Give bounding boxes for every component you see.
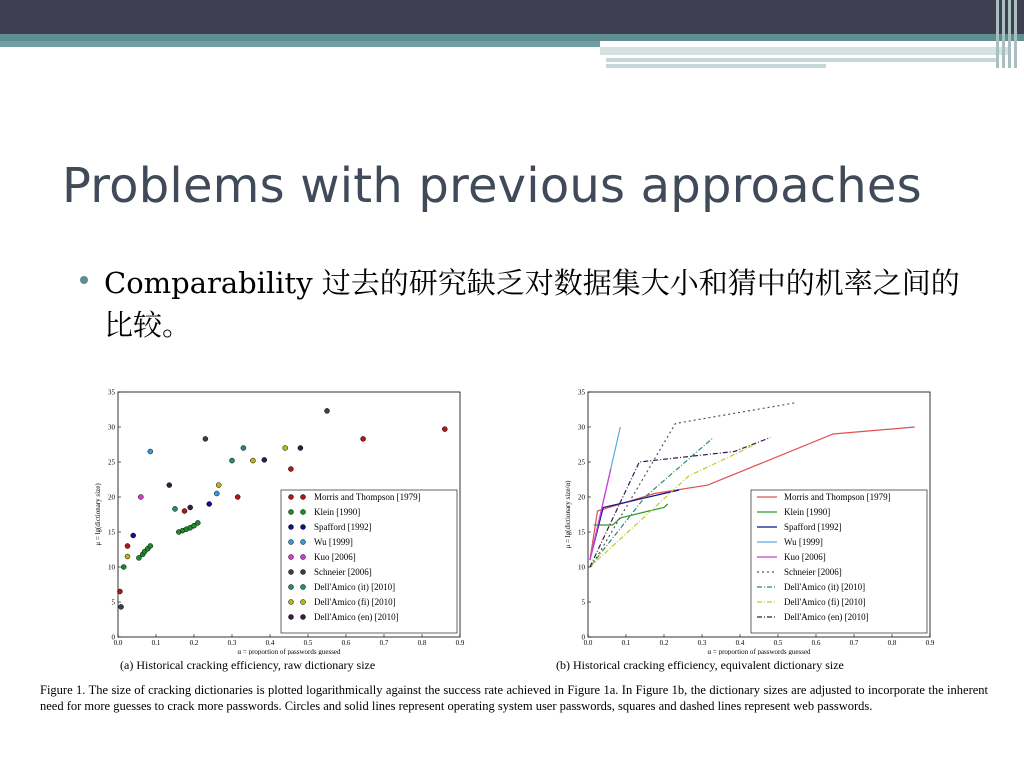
legend-marker (289, 495, 294, 500)
y-axis-label: μ = lg(dictionary size/α) (564, 480, 572, 549)
slide-title: Problems with previous approaches (62, 158, 922, 214)
x-tick-label: 0.7 (849, 639, 859, 647)
x-tick-label: 0.6 (811, 639, 821, 647)
legend-marker (301, 525, 306, 530)
subcaption-a: (a) Historical cracking efficiency, raw dictionary size (120, 658, 376, 672)
y-tick-label: 20 (108, 493, 115, 502)
light-stripe-3 (606, 64, 826, 68)
y-tick-label: 10 (578, 563, 585, 572)
data-point (262, 457, 267, 462)
y-tick-label: 0 (581, 633, 585, 642)
x-tick-label: 0.8 (887, 639, 897, 647)
y-tick-label: 20 (578, 493, 585, 502)
legend-label: Wu [1999] (784, 537, 823, 547)
data-point (207, 502, 212, 507)
top-banner (0, 0, 1024, 34)
figure-caption: Figure 1. The size of cracking dictionaries is plotted logarithmically against the success rate achieved in Figure 1a. In Figure 1b, the dictionary sizes are adjusted to incorporate the inherent need for more guesses to crack more passwords. Circles and solid lines represent operating system user passwords, squares and dashed lines represent web passwords. (40, 683, 988, 713)
y-tick-label: 0 (111, 633, 115, 642)
legend-marker (289, 570, 294, 575)
data-point (298, 446, 303, 451)
data-point (121, 565, 126, 570)
x-tick-label: 0.3 (697, 639, 707, 647)
y-tick-label: 30 (578, 423, 585, 432)
data-point (203, 436, 208, 441)
y-tick-label: 30 (108, 423, 115, 432)
legend-label: Klein [1990] (314, 507, 361, 517)
legend-label: Dell'Amico (fi) [2010] (314, 597, 396, 607)
data-point (442, 427, 447, 432)
data-point (138, 495, 143, 500)
data-point (288, 467, 293, 472)
x-tick-label: 0.5 (773, 639, 783, 647)
legend-label: Schneier [2006] (784, 567, 842, 577)
legend-marker (301, 495, 306, 500)
data-point (241, 446, 246, 451)
y-tick-label: 10 (108, 563, 115, 572)
y-tick-label: 15 (578, 528, 585, 537)
legend-label: Dell'Amico (it) [2010] (784, 582, 866, 592)
y-tick-label: 25 (108, 458, 115, 467)
x-tick-label: 0.9 (925, 639, 935, 647)
legend-marker (289, 525, 294, 530)
x-tick-label: 0.5 (303, 639, 313, 647)
data-point (173, 506, 178, 511)
x-tick-label: 0.2 (659, 639, 669, 647)
x-tick-label: 0.3 (227, 639, 237, 647)
legend-label: Dell'Amico (it) [2010] (314, 582, 396, 592)
data-point (117, 589, 122, 594)
legend-marker (289, 600, 294, 605)
bullet-dot-icon (80, 276, 88, 284)
legend-marker (289, 585, 294, 590)
y-tick-label: 35 (578, 388, 585, 397)
data-point (230, 458, 235, 463)
legend-marker (301, 540, 306, 545)
x-axis-label: α = proportion of passwords guessed (707, 648, 811, 655)
legend-label: Wu [1999] (314, 537, 353, 547)
accent-stripe-2 (0, 41, 600, 47)
data-point (361, 436, 366, 441)
legend-marker (301, 570, 306, 575)
legend-label: Kuo [2006] (314, 552, 356, 562)
y-tick-label: 35 (108, 388, 115, 397)
data-point (283, 446, 288, 451)
data-point (131, 533, 136, 538)
data-point (119, 604, 124, 609)
x-tick-label: 0.1 (621, 639, 631, 647)
data-point (250, 458, 255, 463)
legend-marker (289, 615, 294, 620)
data-point (148, 544, 153, 549)
y-tick-label: 15 (108, 528, 115, 537)
legend-label: Dell'Amico (fi) [2010] (784, 597, 866, 607)
x-tick-label: 0.4 (265, 639, 275, 647)
chart-equivalent-dictionary (530, 380, 940, 655)
vertical-stripes (996, 0, 1018, 68)
data-point (188, 505, 193, 510)
legend-label: Spafford [1992] (784, 522, 842, 532)
data-point (125, 554, 130, 559)
legend-marker (301, 615, 306, 620)
legend-label: Kuo [2006] (784, 552, 826, 562)
x-tick-label: 0.4 (735, 639, 745, 647)
data-point (195, 520, 200, 525)
data-point (167, 483, 172, 488)
y-tick-label: 5 (111, 598, 115, 607)
bullet-text: Comparability 过去的研究缺乏对数据集大小和猜中的机率之间的比较。 (104, 266, 960, 342)
data-point (214, 491, 219, 496)
data-point (182, 509, 187, 514)
x-tick-label: 0.8 (417, 639, 427, 647)
legend-label: Schneier [2006] (314, 567, 372, 577)
legend-label: Dell'Amico (en) [2010] (314, 612, 399, 622)
light-stripe-2 (606, 58, 996, 62)
light-stripe (600, 47, 1010, 55)
legend-label: Morris and Thompson [1979] (784, 492, 891, 502)
data-point (125, 544, 130, 549)
legend-marker (301, 585, 306, 590)
x-tick-label: 0.2 (189, 639, 199, 647)
y-tick-label: 5 (581, 598, 585, 607)
x-axis-label: α = proportion of passwords guessed (237, 648, 341, 655)
accent-stripe (0, 34, 1024, 41)
legend-marker (301, 600, 306, 605)
legend-marker (301, 555, 306, 560)
legend-label: Spafford [1992] (314, 522, 372, 532)
x-tick-label: 0.7 (379, 639, 389, 647)
x-tick-label: 0.6 (341, 639, 351, 647)
legend-marker (289, 540, 294, 545)
data-point (148, 449, 153, 454)
x-tick-label: 0.0 (113, 639, 123, 647)
legend-marker (289, 510, 294, 515)
legend-label: Dell'Amico (en) [2010] (784, 612, 869, 622)
data-point (325, 408, 330, 413)
legend-marker (301, 510, 306, 515)
y-axis-label: μ = lg(dictionary size) (94, 483, 102, 546)
y-tick-label: 25 (578, 458, 585, 467)
x-tick-label: 0.1 (151, 639, 161, 647)
x-tick-label: 0.9 (455, 639, 465, 647)
legend-marker (289, 555, 294, 560)
x-tick-label: 0.0 (583, 639, 593, 647)
legend-label: Klein [1990] (784, 507, 831, 517)
chart-raw-dictionary (60, 380, 470, 655)
data-point (216, 483, 221, 488)
data-point (235, 495, 240, 500)
subcaption-b: (b) Historical cracking efficiency, equivalent dictionary size (556, 658, 844, 672)
legend-label: Morris and Thompson [1979] (314, 492, 421, 502)
